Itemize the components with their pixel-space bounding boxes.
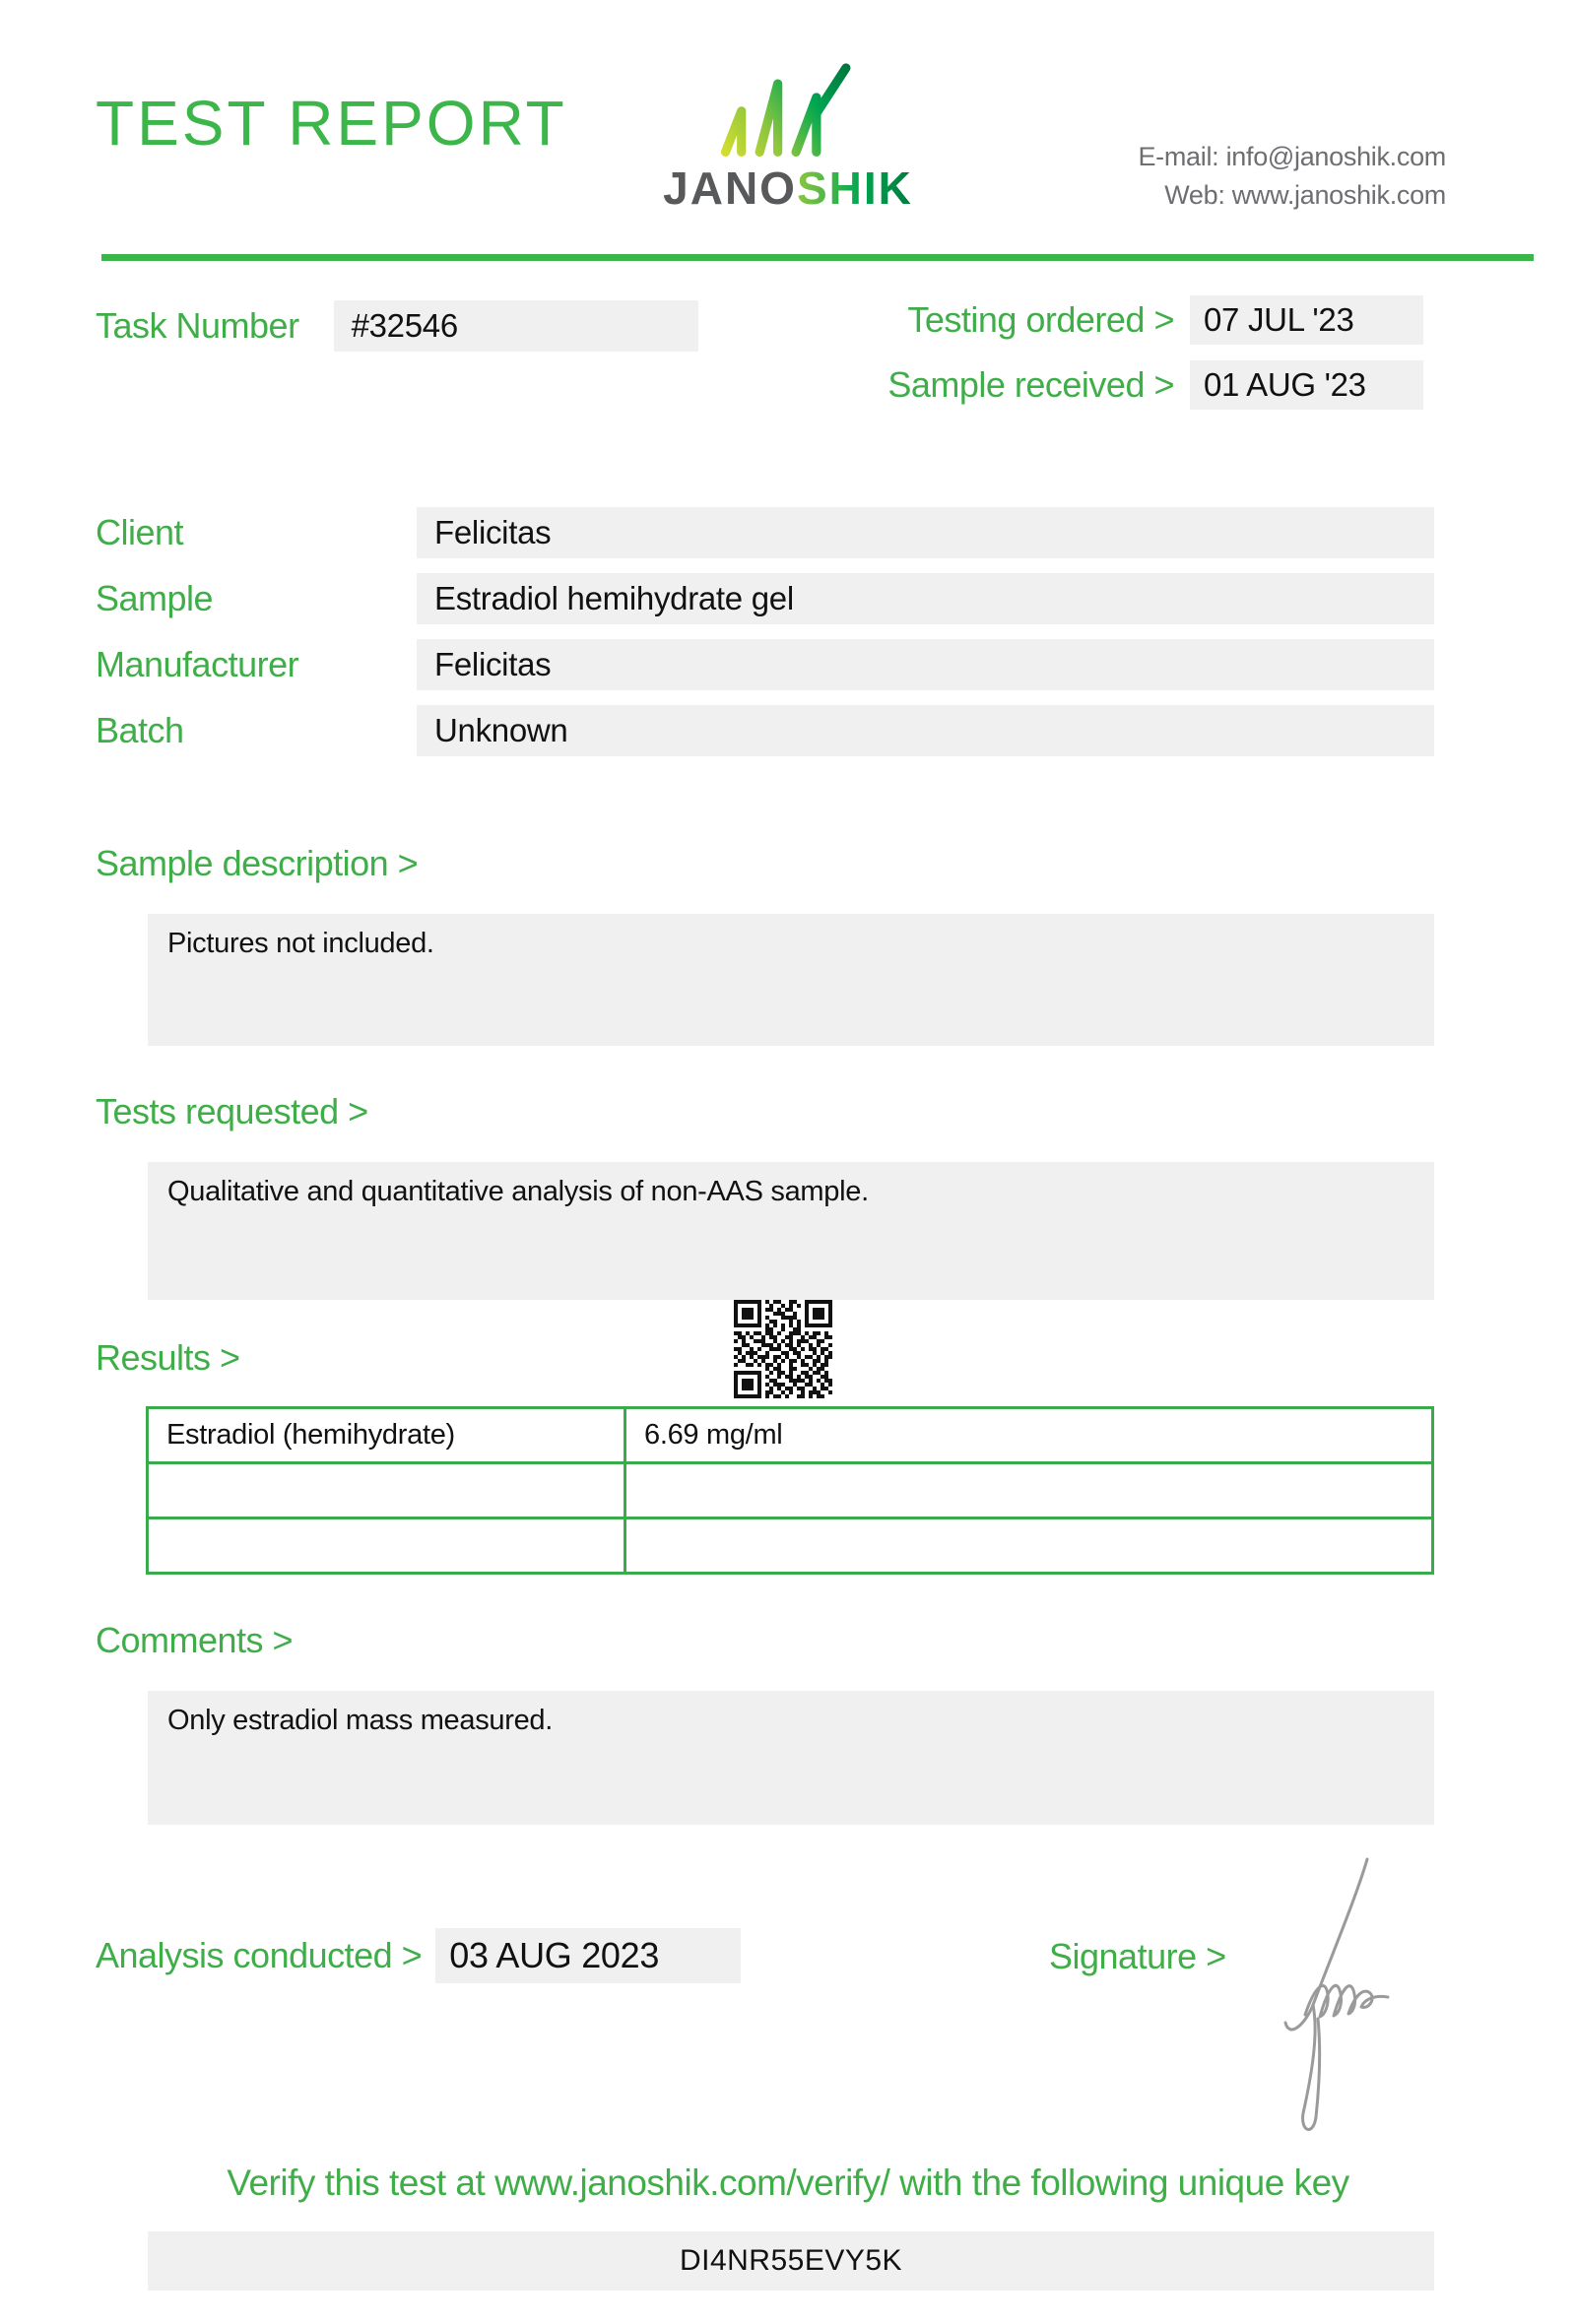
table-row bbox=[148, 1408, 1433, 1463]
manufacturer-label: Manufacturer bbox=[96, 644, 299, 684]
signature-image bbox=[1266, 1849, 1463, 2145]
sample-description-heading: Sample description > bbox=[96, 843, 419, 883]
client-value: Felicitas bbox=[417, 507, 1434, 558]
logo-text-shik: SHIK bbox=[796, 162, 913, 214]
tests-requested-text: Qualitative and quantitative analysis of non-AAS sample. bbox=[167, 1176, 869, 1207]
result-value-cell: 6.69 mg/ml bbox=[625, 1408, 1433, 1463]
table-row bbox=[148, 1463, 1433, 1518]
sample-description-text: Pictures not included. bbox=[167, 928, 434, 959]
batch-label: Batch bbox=[96, 710, 184, 750]
tests-requested-heading: Tests requested > bbox=[96, 1091, 368, 1131]
result-analyte-cell bbox=[148, 1463, 625, 1518]
sample-value: Estradiol hemihydrate gel bbox=[417, 573, 1434, 624]
client-label: Client bbox=[96, 512, 184, 552]
brand-logo bbox=[650, 61, 926, 214]
result-value-cell bbox=[625, 1518, 1433, 1574]
unique-key: DI4NR55EVY5K bbox=[148, 2231, 1434, 2291]
page-title: TEST REPORT bbox=[96, 88, 567, 159]
contact-info bbox=[1138, 138, 1446, 215]
testing-ordered-value: 07 JUL '23 bbox=[1190, 295, 1423, 345]
verify-text: Verify this test at www.janoshik.com/verify/ with the following unique key bbox=[227, 2163, 1349, 2203]
chart-growth-icon bbox=[714, 61, 862, 163]
signature-label: Signature > bbox=[1049, 1936, 1226, 1976]
results-heading: Results > bbox=[96, 1337, 240, 1378]
logo-wordmark bbox=[650, 162, 926, 214]
comments-heading: Comments > bbox=[96, 1620, 294, 1660]
contact-web: Web: www.janoshik.com bbox=[1164, 180, 1446, 210]
manufacturer-value: Felicitas bbox=[417, 639, 1434, 690]
comments-text: Only estradiol mass measured. bbox=[167, 1705, 554, 1736]
results-table bbox=[146, 1406, 1434, 1575]
header-divider bbox=[101, 254, 1534, 261]
sample-received-label: Sample received > bbox=[887, 364, 1174, 405]
result-value-cell bbox=[625, 1463, 1433, 1518]
testing-ordered-label: Testing ordered > bbox=[907, 299, 1174, 340]
analysis-conducted-label: Analysis conducted > bbox=[96, 1935, 423, 1975]
sample-label: Sample bbox=[96, 578, 214, 618]
result-analyte-cell: Estradiol (hemihydrate) bbox=[148, 1408, 625, 1463]
table-row bbox=[148, 1518, 1433, 1574]
logo-text-jano: JANO bbox=[663, 162, 797, 214]
sample-received-value: 01 AUG '23 bbox=[1190, 360, 1423, 410]
comments-box bbox=[148, 1691, 1434, 1825]
task-number-value: #32546 bbox=[334, 300, 698, 352]
sample-description-box bbox=[148, 914, 1434, 1046]
qr-code bbox=[734, 1300, 832, 1398]
analysis-conducted-date: 03 AUG 2023 bbox=[435, 1928, 741, 1983]
batch-value: Unknown bbox=[417, 705, 1434, 756]
result-analyte-cell bbox=[148, 1518, 625, 1574]
tests-requested-box bbox=[148, 1162, 1434, 1300]
contact-email: E-mail: info@janoshik.com bbox=[1138, 142, 1446, 171]
task-number-label: Task Number bbox=[96, 305, 299, 346]
